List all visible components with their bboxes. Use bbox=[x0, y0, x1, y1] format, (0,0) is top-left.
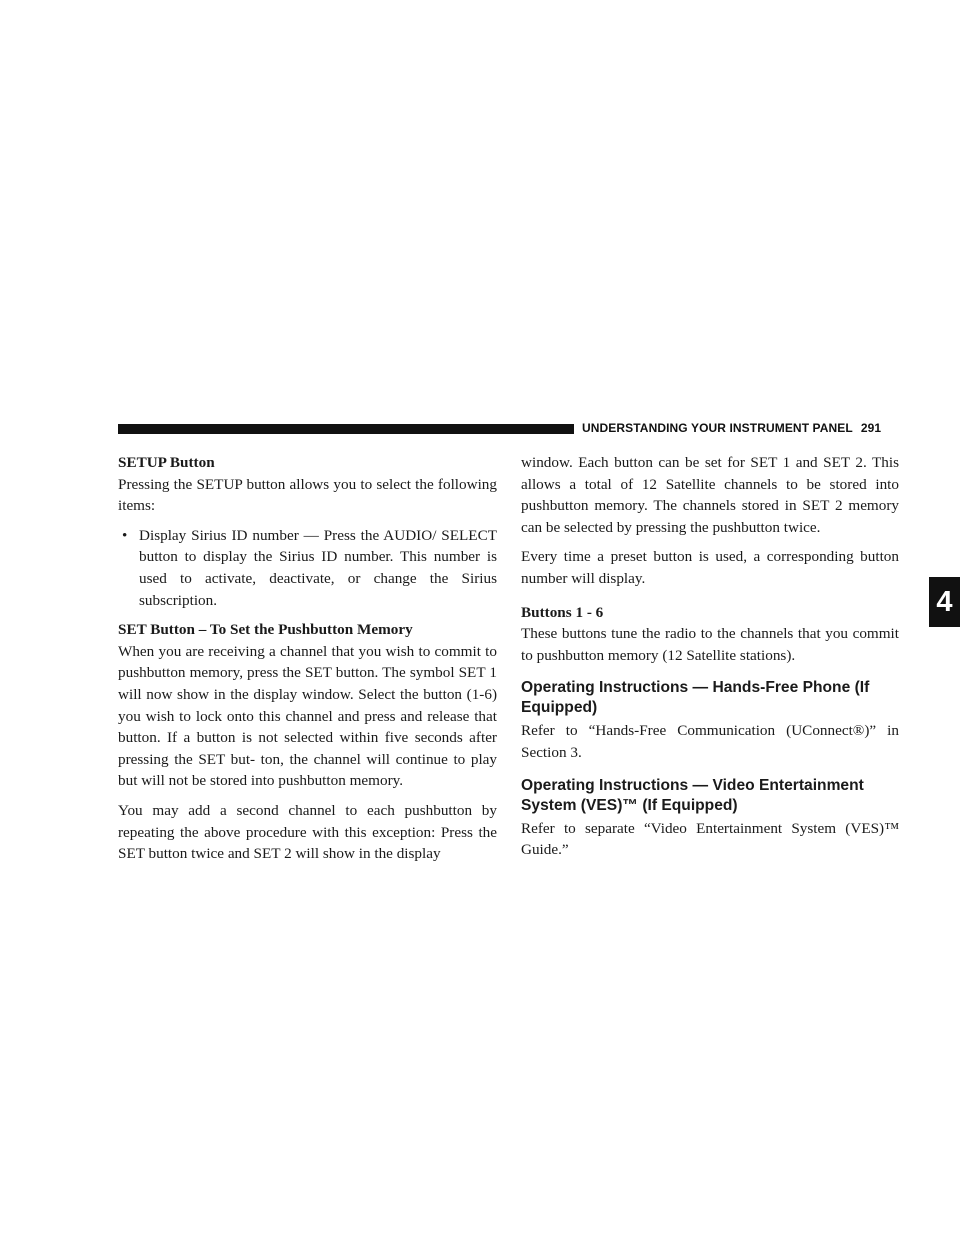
list-item-text: Display Sirius ID number — Press the AUDIO/ SELECT button to display the Sirius ID number. This number is used to activate, deactivate, or change the Sirius subscription. bbox=[139, 526, 497, 609]
buttons-heading: Buttons 1 - 6 bbox=[521, 603, 604, 621]
video-entertainment-paragraph: Refer to separate “Video Entertainment System (VES)™ Guide.” bbox=[521, 819, 899, 859]
header-rule bbox=[118, 424, 574, 434]
hands-free-phone-heading: Operating Instructions — Hands-Free Phone (If Equipped) bbox=[521, 679, 870, 717]
second-channel-paragraph: You may add a second channel to each pushbutton by repeating the above procedure with this exception: Press the SET button twice and SET 2 will show in the display bbox=[118, 801, 497, 863]
setup-button-heading: SETUP Button bbox=[118, 454, 215, 471]
left-column bbox=[118, 452, 497, 873]
chapter-number: 4 bbox=[936, 585, 953, 618]
second-channel-paragraph-continued: window. Each button can be set for SET 1 and SET 2. This allows a total of 12 Satellite channels to be stored into pushbutton memory. The channels stored in SET 2 memory can be selected by pressing the pushbutton twice. bbox=[521, 454, 899, 536]
section-title: UNDERSTANDING YOUR INSTRUMENT PANEL bbox=[582, 421, 853, 435]
right-column bbox=[521, 452, 899, 869]
bullet-icon: • bbox=[122, 526, 128, 544]
list-item bbox=[118, 525, 497, 611]
buttons-paragraph: These buttons tune the radio to the channels that you commit to pushbutton memory (12 Satellite stations). bbox=[521, 625, 899, 664]
set-button-heading: SET Button – To Set the Pushbutton Memory bbox=[118, 621, 413, 639]
video-entertainment-heading: Operating Instructions — Video Entertainment System (VES)™ (If Equipped) bbox=[521, 776, 864, 814]
set-button-paragraph: When you are receiving a channel that you wish to commit to pushbutton memory, press the SET button. The symbol SET 1 will now show in the display window. Select the button (1-6) you wish to lock onto this channel and press and release that button. If a button is not selected within five seconds after pressing the SET but- ton, the channel will continue to play but will not be stored into pushbutton memory. bbox=[118, 642, 497, 790]
hands-free-phone-paragraph: Refer to “Hands-Free Communication (UConnect®)” in Section 3. bbox=[521, 722, 899, 761]
preset-paragraph: Every time a preset button is used, a corresponding button number will display. bbox=[521, 548, 899, 587]
running-header bbox=[582, 421, 881, 435]
setup-intro-paragraph: Pressing the SETUP button allows you to select the following items: bbox=[118, 475, 497, 515]
chapter-tab bbox=[929, 577, 960, 627]
page-number: 291 bbox=[860, 421, 882, 435]
